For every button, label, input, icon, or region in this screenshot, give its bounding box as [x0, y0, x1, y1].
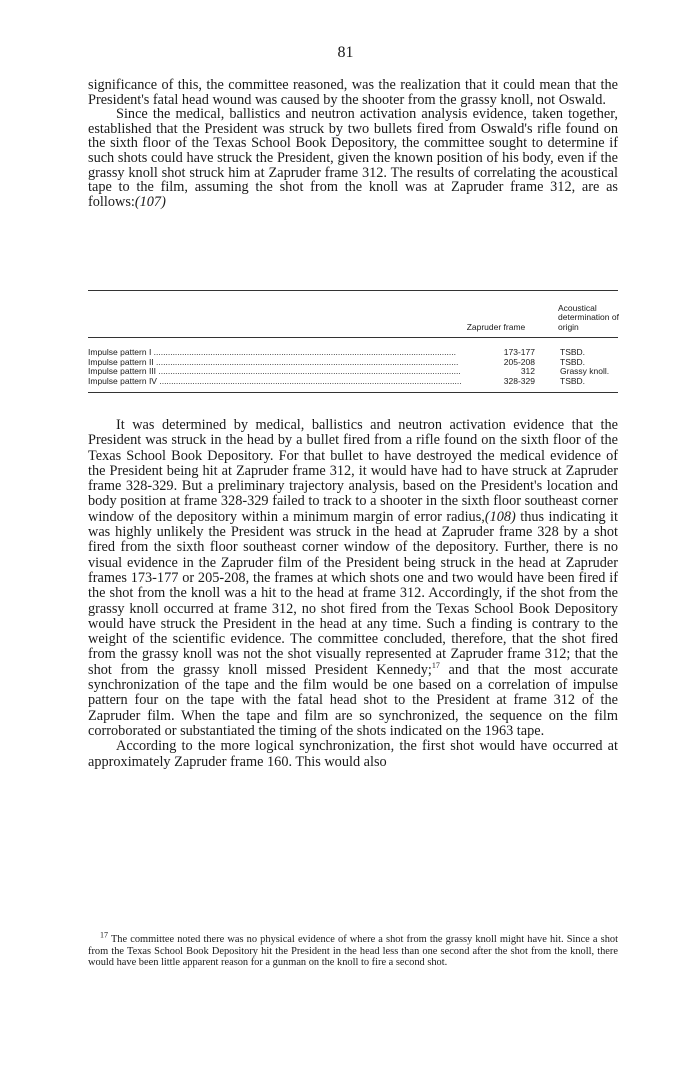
table-row: [88, 366, 618, 376]
footnote-ref-17[interactable]: 17: [431, 660, 440, 670]
paragraph-correlation: [88, 107, 618, 209]
intro-section: [88, 78, 618, 209]
paragraph-significance: significance of this, the committee reasoned, was the realization that it could mean that the President's fatal head wound was caused by the shooter from the grassy knoll, not Oswald.: [88, 77, 618, 108]
body-section: [88, 418, 618, 770]
row-frame: 205-208: [503, 356, 535, 367]
row-label: Impulse pattern III ................................................................................................................................: [88, 366, 461, 376]
table-row: [88, 376, 618, 386]
table-bottom-rule: [88, 392, 618, 393]
page-number: 81: [337, 44, 354, 61]
column-header-acoustic: Acoustical determination of origin: [558, 302, 619, 332]
table-top-rule: [88, 290, 618, 291]
footnote-17: [88, 930, 618, 969]
paragraph-determination: It was determined by medical, ballistics and neutron activation evidence that the President was struck in the head by a bullet fired from a rifle found on the sixth floor of the Texas School Book Depository. For that bullet to have destroyed the medical evidence of the President being hit at Zapruder frame 312, it would have had to have struck at Zapruder frame 328-329. But a preliminary trajectory analysis, based on the President's location and body position at frame 328-329 failed to track to a shooter in the sixth floor southeast corner window of the depository within a minimum margin of error radius,(108) thus indicating it was highly unlikely the President was struck in the head at Zapruder frame 328 by a shot fired from the sixth floor southeast corner window of the depository. Further, there is no visual evidence in the Zapruder film of the President being struck in the head at Zapruder frames 173-177 or 205-208, the frames at which shots one and two would have been fired if the shot from the knoll was a hit to the head at frame 312. Accordingly, if the shot from the grassy knoll occurred at frame 312, no shot fired from the Texas School Book Depository would have struck the President in the head at any time. Such a finding is contrary to the weight of the scientific evidence. The committee concluded, therefore, that the shot fired from the grassy knoll was not the shot visually represented at Zapruder frame 312; that the shot from the grassy knoll missed President Kennedy;$^{17}$ and that the most accurate synchronization of the tape and the film would be one based on a correlation of impulse pattern four on the tape with the fatal head shot to the President at frame 312 of the Zapruder film. When the tape and film are so synchronized, the sequence on the film corroborated or substantiated the timing of the shots indicated on the 1963 tape.: [88, 417, 618, 739]
row-frame: 328-329: [503, 375, 535, 386]
table-row: [88, 347, 618, 357]
reference-107: (107): [134, 193, 166, 210]
row-label: Impulse pattern I ................................................................................................................................: [88, 347, 456, 357]
table-row: [88, 357, 618, 367]
column-header-frame: Zapruder frame: [466, 322, 526, 332]
table-header-rule: [88, 337, 618, 338]
table-header: [88, 298, 618, 336]
paragraph-first-shot: According to the more logical synchronization, the first shot would have occurred at approximately Zapruder frame 160. This would also: [88, 738, 618, 770]
reference-108: (108): [484, 508, 516, 525]
row-label: Impulse pattern II ................................................................................................................................: [88, 356, 459, 367]
row-origin: TSBD.: [560, 347, 586, 357]
footnote: [88, 930, 618, 969]
row-frame: 173-177: [503, 347, 535, 357]
footnote-text: The committee noted there was no physical evidence of where a shot from the grassy knoll might have hit. Since a shot from the Texas School Book Depository hit the President in the head less than one second after the shot from the knoll, there would have been little apparent reason for a gunman on the knoll to fire a second shot.: [88, 934, 618, 968]
row-frame: 312: [520, 366, 535, 376]
paragraph-correlation-text: Since the medical, ballistics and neutron activation analysis evidence, taken together, established that the President was struck by two bullets fired from Oswald's rifle found on the sixth floor of the Texas School Book Depository, the committee sought to determine if such shots could have struck the President, given the known position of his body, even if the grassy knoll shot struck him at Zapruder frame 312. The results of correlating the acoustical tape to the film, assuming the shot from the knoll was at Zapruder frame 312, are as follows:: [88, 106, 618, 210]
row-origin: TSBD.: [560, 375, 586, 386]
impulse-table: [88, 347, 618, 385]
row-label: Impulse pattern IV ................................................................................................................................: [88, 375, 462, 386]
row-origin: TSBD.: [560, 356, 586, 367]
footnote-marker: 17: [100, 930, 108, 940]
row-origin: Grassy knoll.: [560, 366, 610, 376]
